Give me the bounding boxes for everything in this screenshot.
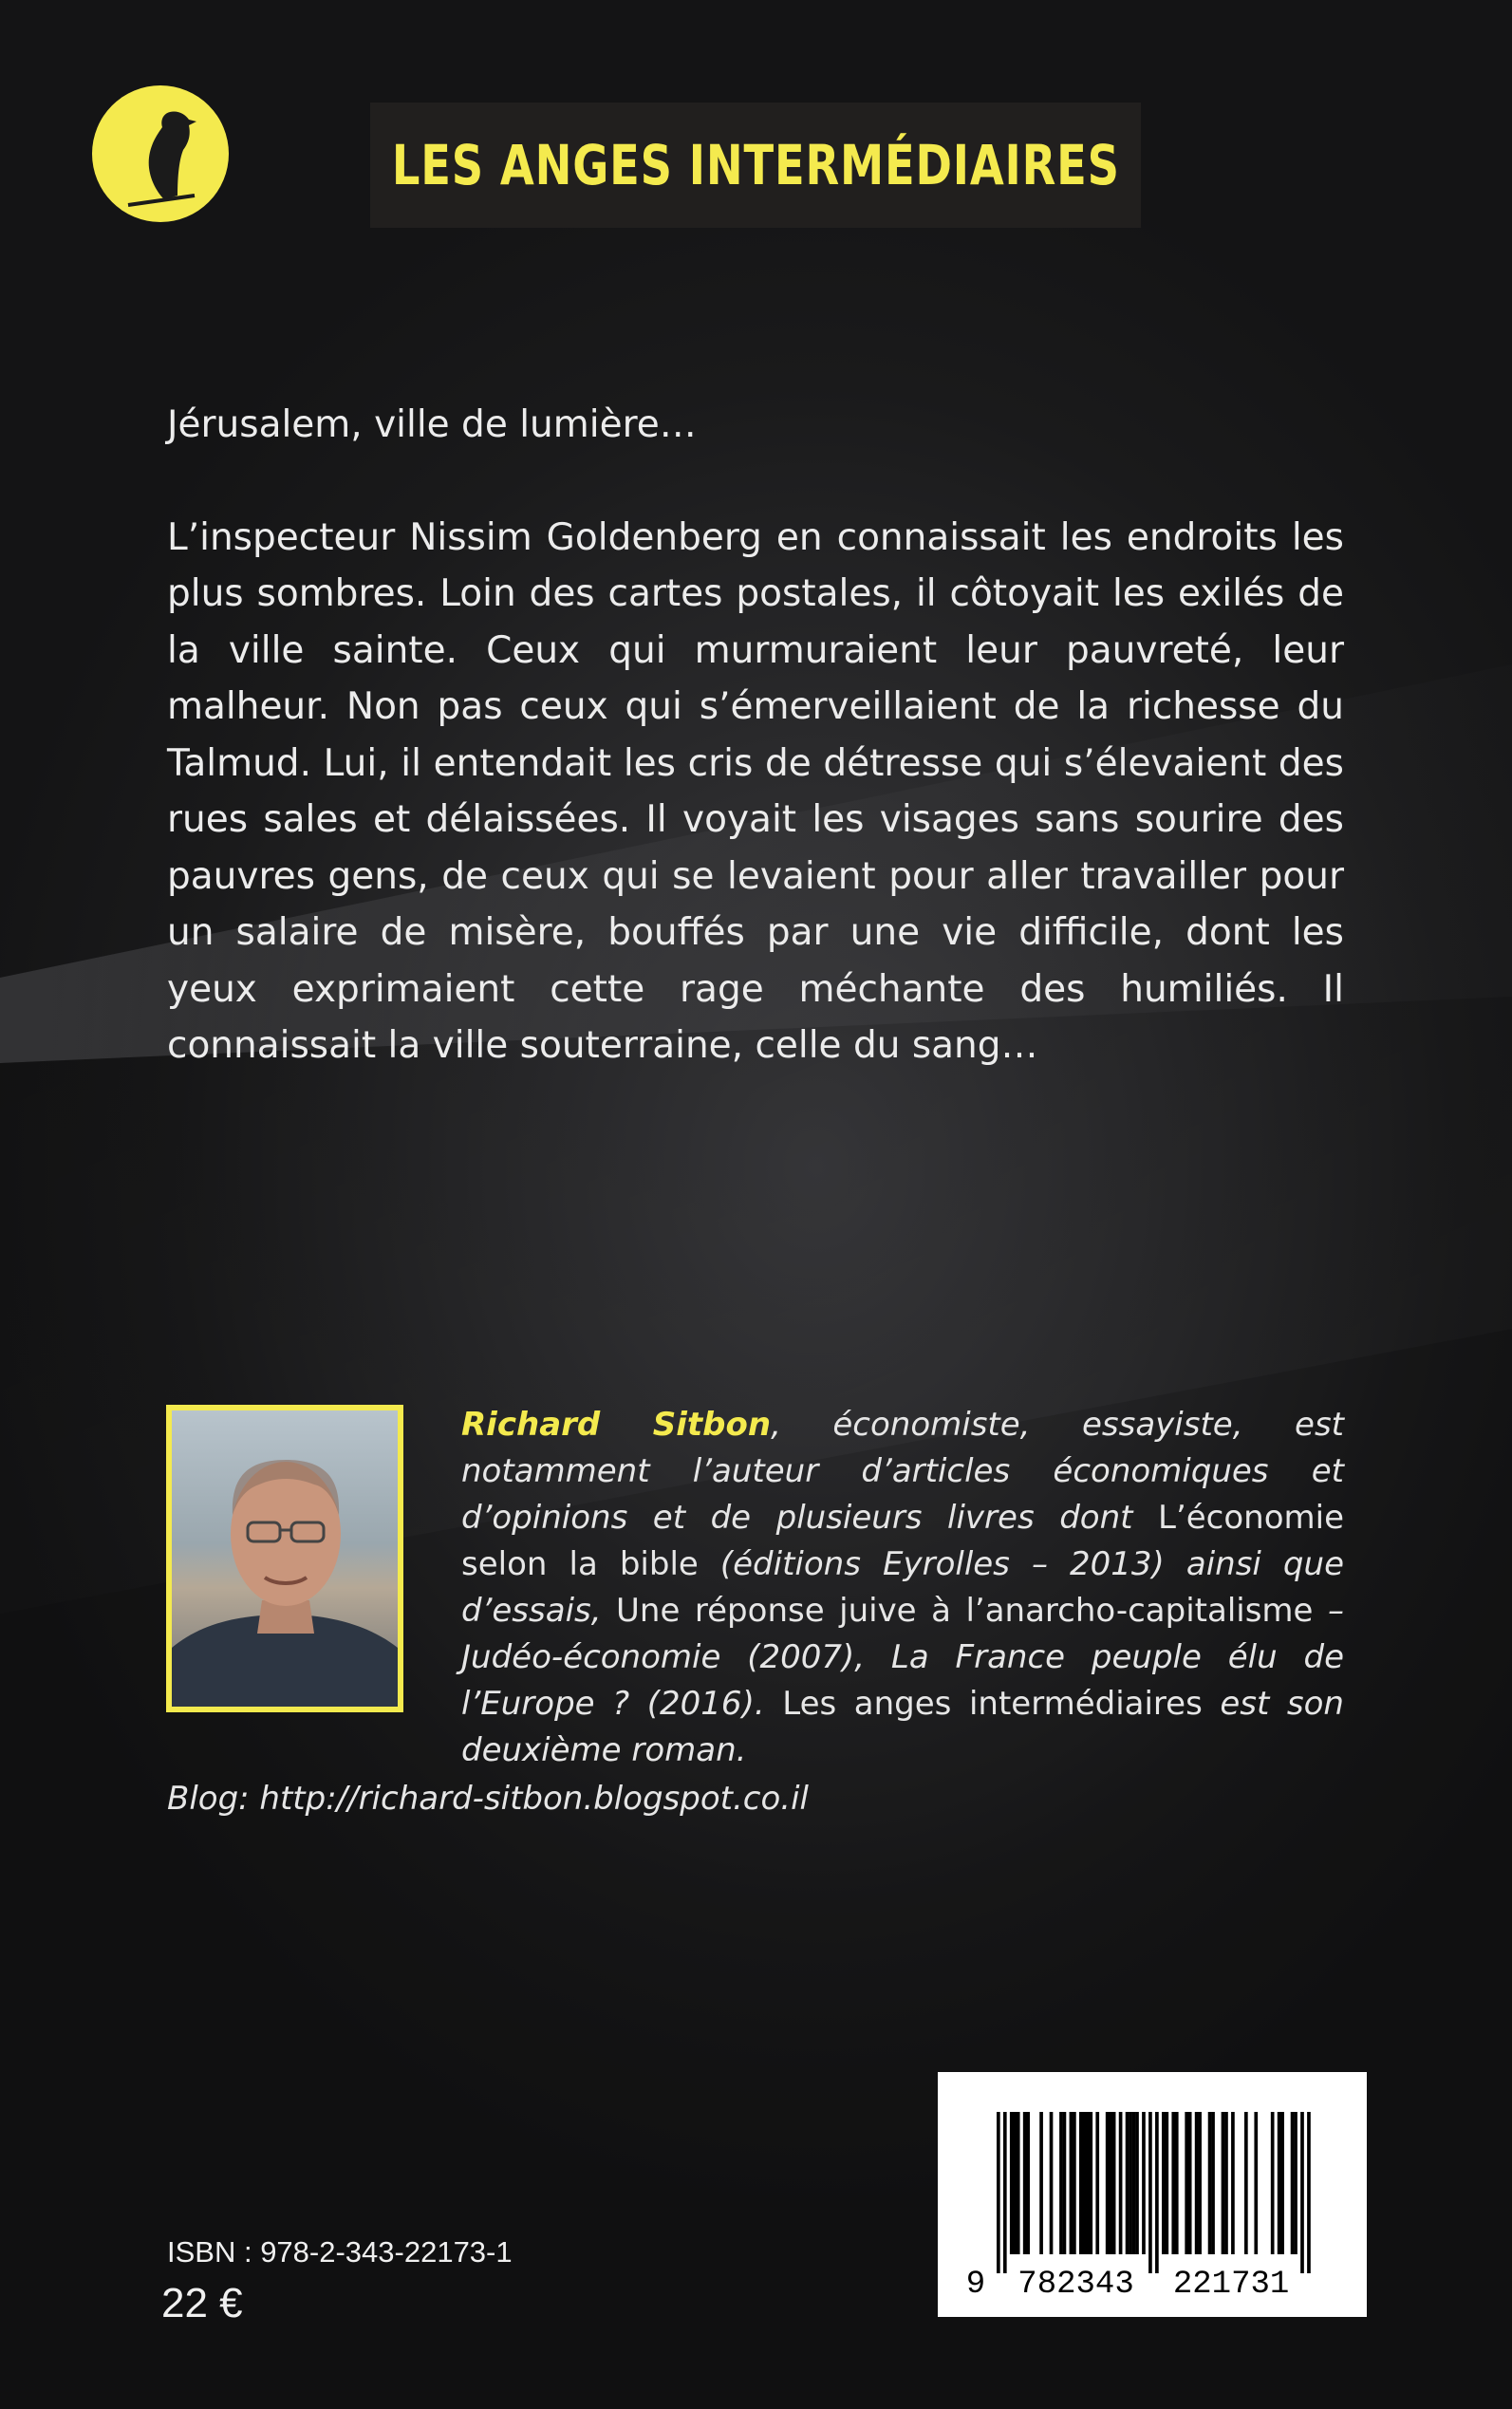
- author-bio: [461, 1402, 1344, 1774]
- barcode-bar: [1155, 2112, 1159, 2273]
- book-title: LES ANGES INTERMÉDIAIRES: [391, 133, 1120, 197]
- barcode-bar: [1208, 2112, 1212, 2254]
- bio-book-2: Une réponse juive à l’anarcho-capitalisme: [616, 1592, 1314, 1630]
- author-photo: [166, 1405, 403, 1712]
- barcode-bar: [1132, 2112, 1136, 2254]
- barcode-bar: [1079, 2112, 1083, 2254]
- barcode-bar: [1291, 2112, 1295, 2254]
- barcode-bars: [938, 2072, 1367, 2317]
- barcode-bar: [1222, 2112, 1225, 2254]
- barcode-bar: [1129, 2112, 1132, 2254]
- barcode-bar: [1109, 2112, 1112, 2254]
- barcode-bar: [1185, 2112, 1188, 2254]
- barcode-bar: [1017, 2112, 1020, 2254]
- author-name: Richard Sitbon: [461, 1406, 772, 1444]
- barcode-digits: 9: [965, 2267, 986, 2303]
- synopsis-opening: Jérusalem, ville de lumière…: [167, 403, 697, 446]
- synopsis: [167, 397, 1344, 1074]
- bio-text-4: est son deuxième roman.: [461, 1685, 1344, 1769]
- barcode-bar: [1165, 2112, 1168, 2254]
- crow-logo-icon: [90, 84, 231, 224]
- barcode-bar: [1162, 2112, 1166, 2254]
- barcode-bar: [1089, 2112, 1092, 2254]
- barcode-bar: [1086, 2112, 1090, 2254]
- author-portrait-icon: [172, 1410, 398, 1707]
- barcode-bar: [1095, 2112, 1099, 2254]
- barcode-bar: [1231, 2112, 1235, 2254]
- barcode-bar: [1126, 2112, 1129, 2254]
- barcode-bar: [1294, 2112, 1297, 2254]
- barcode-bar: [1307, 2112, 1311, 2273]
- barcode-bar: [1070, 2112, 1073, 2254]
- synopsis-paragraph: L’inspecteur Nissim Goldenberg en connaissait les endroits les plus sombres. Loin des cartes postales, il côtoyait les exilés de la ville sainte. Ceux qui murmuraient leur pauvreté, leur malheur. Non pas ceux qui s’émerveillaient de la richesse du Talmud. Lui, il entendait les cris de détresse qui s’élevaient des rues sales et délaissées. Il voyait les visages sans sourire des pauvres gens, de ceux qui se levaient pour aller travailler pour un salaire de misère, bouffés par une vie difficile, dont les yeux exprimaient cette rage méchante des humiliés. Il connaissait la ville souterraine, celle du sang…: [167, 515, 1344, 1067]
- barcode-digits: 221731: [1172, 2267, 1290, 2303]
- barcode-bar: [1013, 2112, 1017, 2254]
- barcode-bar: [1188, 2112, 1192, 2254]
- barcode-bar: [1082, 2112, 1086, 2254]
- barcode-bar: [1050, 2112, 1054, 2254]
- barcode-bar: [1039, 2112, 1043, 2254]
- bio-text-1: , économiste, essayiste, est notamment l’auteur d’articles économiques et d’opinions et de plusieurs livres dont: [461, 1406, 1344, 1537]
- barcode-bar: [1010, 2112, 1014, 2254]
- barcode-bar: [1119, 2112, 1123, 2254]
- barcode-digits: 782343: [1017, 2267, 1134, 2303]
- barcode-bar: [1171, 2112, 1175, 2254]
- barcode: [938, 2072, 1367, 2317]
- barcode-bar: [1198, 2112, 1202, 2254]
- bio-book-3: Les anges intermédiaires: [782, 1685, 1203, 1723]
- barcode-bar: [1023, 2112, 1027, 2254]
- barcode-bar: [1300, 2112, 1304, 2273]
- barcode-bar: [1254, 2112, 1258, 2254]
- isbn: ISBN : 978-2-343-22173-1: [167, 2235, 513, 2269]
- bio-book-1: L’économie selon la bible: [461, 1499, 1344, 1583]
- barcode-bar: [1175, 2112, 1179, 2254]
- barcode-bar: [1106, 2112, 1110, 2254]
- blog-link[interactable]: Blog: http://richard-sitbon.blogspot.co.il: [167, 1780, 809, 1818]
- bio-text-3: – Judéo-économie (2007), La France peuple élu de l’Europe ? (2016).: [461, 1592, 1344, 1723]
- barcode-bar: [997, 2112, 1000, 2273]
- barcode-bar: [1278, 2112, 1281, 2254]
- barcode-bar: [1026, 2112, 1030, 2254]
- barcode-bar: [1148, 2112, 1152, 2273]
- barcode-bar: [1142, 2112, 1146, 2254]
- barcode-bar: [1244, 2112, 1248, 2254]
- barcode-bar: [1003, 2112, 1007, 2273]
- barcode-bar: [1112, 2112, 1116, 2254]
- barcode-bar: [1211, 2112, 1215, 2254]
- barcode-bar: [1195, 2112, 1199, 2254]
- series-title-box: [370, 103, 1141, 228]
- barcode-bar: [1063, 2112, 1067, 2254]
- barcode-bar: [1059, 2112, 1063, 2254]
- bio-text-2: (éditions Eyrolles – 2013) ainsi que d’essais,: [461, 1545, 1344, 1630]
- barcode-bar: [1135, 2112, 1139, 2254]
- barcode-bar: [1224, 2112, 1228, 2254]
- price: 22 €: [161, 2280, 243, 2326]
- barcode-bar: [1271, 2112, 1275, 2254]
- barcode-bar: [1280, 2112, 1284, 2254]
- barcode-bar: [1073, 2112, 1076, 2254]
